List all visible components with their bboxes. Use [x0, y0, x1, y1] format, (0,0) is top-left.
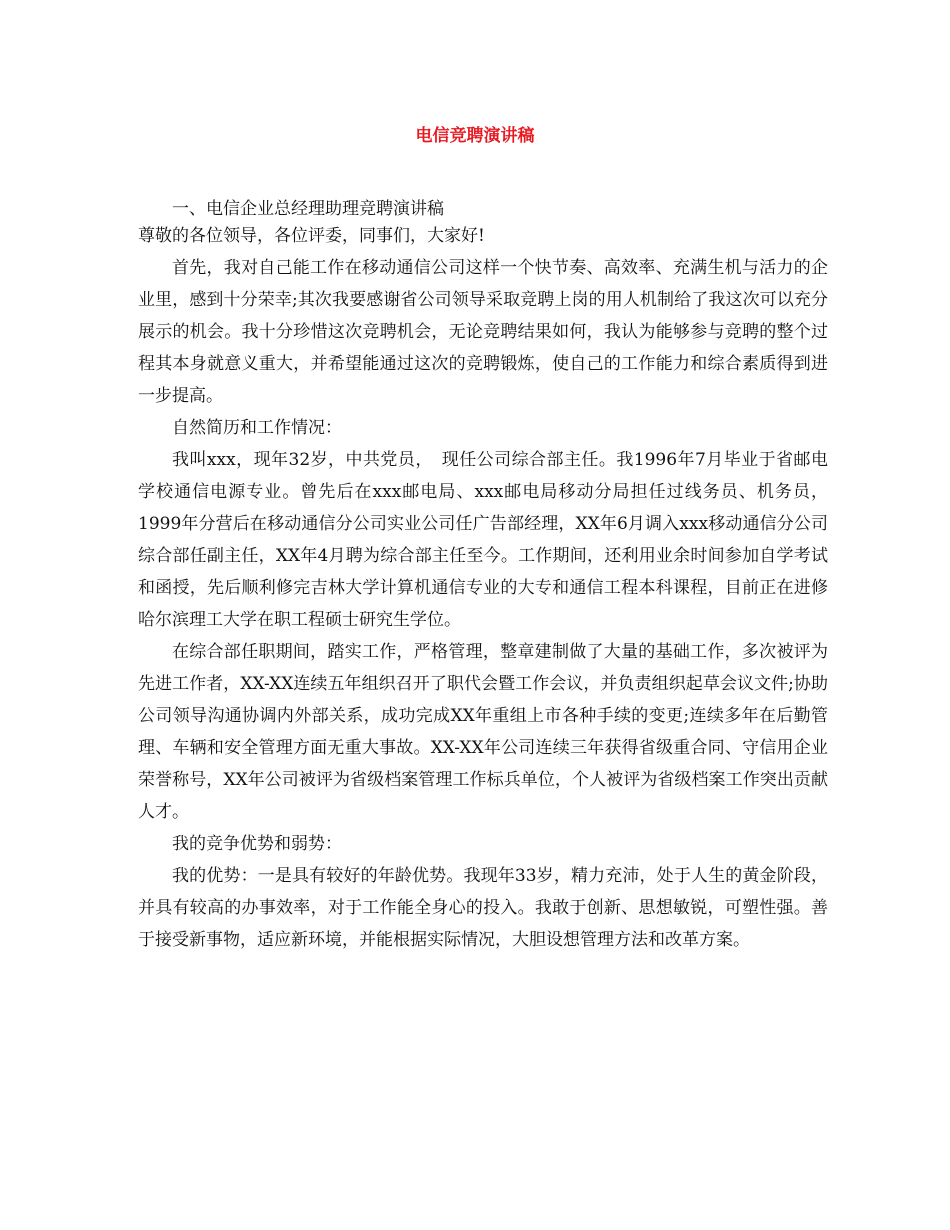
body-paragraph: 首先，我对自己能工作在移动通信公司这样一个快节奏、高效率、充满生机与活力的企业里，感到十分荣幸;其次我要感谢省公司领导采取竞聘上岗的用人机制给了我这次可以充分展示的机会。我十分珍惜这次竞聘机会，无论竞聘结果如何，我认为能够参与竞聘的整个过程其本身就意义重大，并希望能通过这次的竞聘锻炼，使自己的工作能力和综合素质得到进一步提高。 [138, 258, 828, 406]
body-paragraph: 我叫xxx，现年32岁，中共党员， 现任公司综合部主任。我1996年7月毕业于省邮电学校通信电源专业。曾先后在xxx邮电局、xxx邮电局移动分局担任过线务员、机务员，1999年分营后在移动通信分公司实业公司任广告部经理，XX年6月调入xxx移动通信分公司综合部任副主任，XX年4月聘为综合部主任至今。工作期间，还利用业余时间参加自学考试和函授，先后顺利修完吉林大学计算机通信专业的大专和通信工程本科课程，目前正在进修哈尔滨理工大学在职工程硕士研究生学位。 [138, 450, 828, 630]
document-title: 电信竞聘演讲稿 [415, 126, 535, 146]
body-paragraph: 在综合部任职期间，踏实工作，严格管理，整章建制做了大量的基础工作，多次被评为先进工作者，XX-XX连续五年组织召开了职代会暨工作会议，并负责组织起草会议文件;协助公司领导沟通协调内外部关系，成功完成XX年重组上市各种手续的变更;连续多年在后勤管理、车辆和安全管理方面无重大事故。XX-XX年公司连续三年获得省级重合同、守信用企业荣誉称号，XX年公司被评为省级档案管理工作标兵单位，个人被评为省级档案工作突出贡献人才。 [138, 642, 828, 822]
subheading-paragraph: 自然简历和工作情况： [172, 418, 342, 438]
subheading-paragraph: 我的竞争优势和弱势： [172, 834, 342, 854]
greeting-paragraph: 尊敬的各位领导，各位评委，同事们，大家好! [138, 226, 485, 246]
section-heading: 一、电信企业总经理助理竞聘演讲稿 [172, 199, 444, 219]
body-paragraph: 我的优势：一是具有较好的年龄优势。我现年33岁，精力充沛，处于人生的黄金阶段，并具有较高的办事效率，对于工作能全身心的投入。我敢于创新、思想敏锐，可塑性强。善于接受新事物，适应新环境，并能根据实际情况，大胆设想管理方法和改革方案。 [138, 866, 828, 950]
document-body [138, 193, 828, 956]
